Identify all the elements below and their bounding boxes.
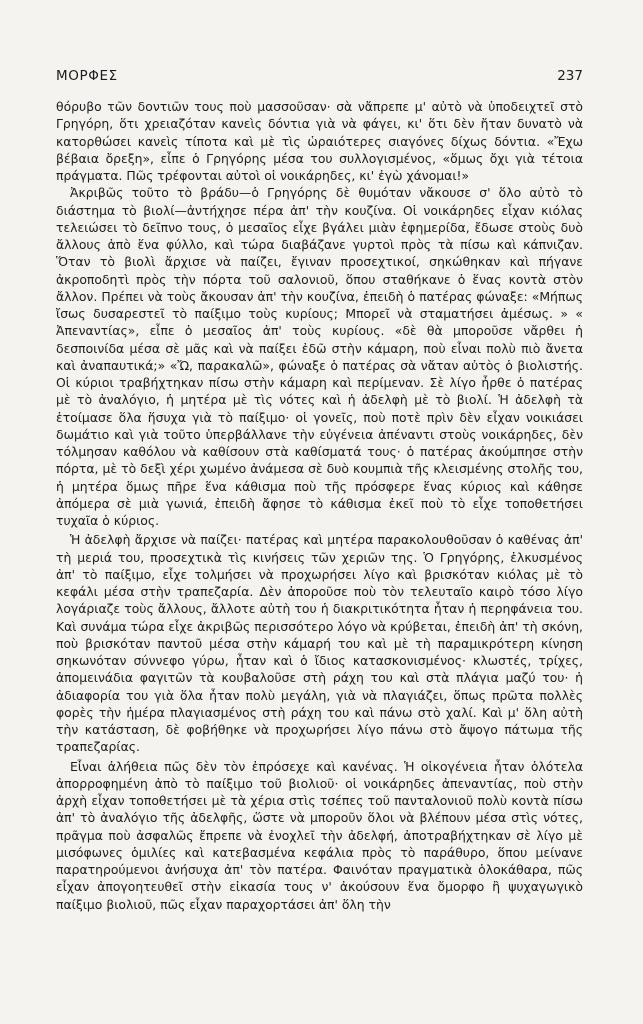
- paragraph: Ἀκριβῶς τοῦτο τὸ βράδυ—ὁ Γρηγόρης δὲ θυμόταν νἄκουσε σ' ὅλο αὐτὸ τὸ διάστημα τὸ βιολί—ἀντήχησε πέρα ἀπ' τὴν κουζίνα. Οἱ νοικάρηδες εἶχαν κιόλας τελειώσει τὸ δεῖπνο τους, ὁ μεσαῖος εἶχε βγάλει μιὰν ἐφημερίδα, ἔδωσε στοὺς δυὸ ἄλλους ἀπὸ ἕνα φύλλο, καὶ τώρα διαβάζανε γυρτοὶ πρὸς τὰ πίσω καὶ κάπνιζαν. Ὅταν τὸ βιολὶ ἄρχισε νὰ παίζει, ἔγιναν προσεχτικοί, σηκώθηκαν καὶ πήγανε ἀκροποδητὶ πρὸς τὴν πόρτα τοῦ σαλονιοῦ, ὅπου σταθήκανε ὁ ἕνας κοντὰ στὸν ἄλλον. Πρέπει νὰ τοὺς ἄκουσαν ἀπ' τὴν κουζίνα, ἐπειδὴ ὁ πατέρας φώναξε: «Μήπως ἴσως δυσαρεστεῖ τὸ παίξιμο τοὺς κυρίους; Μπορεῖ νὰ σταματήσει ἀμέσως. » « Ἀπεναντίας», εἶπε ὁ μεσαῖος ἀπ' τοὺς κυρίους. «δὲ θὰ μποροῦσε νἄρθει ἡ δεσποινίδα μέσα σὲ μᾶς καὶ νὰ παίξει ἐδῶ στὴν κάμαρη, ποὺ εἶναι πολὺ πιὸ ἄνετα καὶ ἀναπαυτικά;» «Ὤ, παρακαλῶ», φώναξε ὁ πατέρας σὰ νἄταν αὐτὸς ὁ βιολιστής. Οἱ κύριοι τραβήχτηκαν πίσω στὴν κάμαρη καὶ περίμεναν. Σὲ λίγο ἦρθε ὁ πατέρας μὲ τὸ ἀναλόγιο, ἡ μητέρα μὲ τὶς νότες καὶ ἡ ἀδελφὴ μὲ τὸ βιολί. Ἡ ἀδελφὴ τὰ ἑτοίμασε ὅλα ἥσυχα γιὰ τὸ παίξιμο· οἱ γονεῖς, ποὺ ποτὲ πρὶν δὲν εἶχαν νοικιάσει δωμάτιο καὶ γιὰ τοῦτο ὑπερβάλλανε τὴν εὐγένεια ἀπέναντι στοὺς νοικάρηδες, δὲν τόλμησαν καθόλου νὰ καθίσουν στὰ καθίσματά τους· ὁ πατέρας ἀκούμπησε στὴν πόρτα, μὲ τὸ δεξὶ χέρι χωμένο ἀνάμεσα σὲ δυὸ κουμπιὰ τῆς κλεισμένης στολῆς του, ἡ μητέρα ὅμως πῆρε ἕνα κάθισμα ποὺ τῆς πρόσφερε ἕνας κύριος καὶ κάθησε ἀπόμερα σὲ μιὰ γωνιά, ἐπειδὴ ἄφησε τὸ κάθισμα ἐκεῖ ποὺ τὸ εἶχε τοποθετήσει τυχαῖα ὁ κύριος.: [56, 185, 583, 528]
- body-text: [56, 98, 583, 913]
- page-header: [56, 68, 583, 84]
- page-number: 237: [557, 68, 583, 84]
- paragraph: θόρυβο τῶν δοντιῶν τους ποὺ μασσοῦσαν· σὰ νἄπρεπε μ' αὐτὸ νὰ ὑποδειχτεῖ στὸ Γρηγόρη, ὅτι χρειαζόταν κανεὶς δόντια γιὰ νὰ φάγει, κι' ὅτι δὲν ἤταν δυνατὸ νὰ κατορθώσει κανεὶς τίποτα καὶ μὲ τὶς ὡραιότερες σιαγόνες δίχως δόντια. «Ἔχω βέβαια ὄρεξη», εἶπε ὁ Γρηγόρης μέσα του συλλογισμένος, «ὅμως ὄχι γιὰ τέτοια πράγματα. Πῶς τρέφονται αὐτοὶ οἱ νοικάρηδες, κι' ἐγὼ χάνομαι!»: [56, 99, 583, 183]
- paragraph: Ἡ ἀδελφὴ ἄρχισε νὰ παίζει· πατέρας καὶ μητέρα παρακολουθοῦσαν ὁ καθένας ἀπ' τὴ μεριά του, προσεχτικὰ τὶς κινήσεις τῶν χεριῶν της. Ὁ Γρηγόρης, ἑλκυσμένος ἀπ' τὸ παίξιμο, εἶχε τολμήσει νὰ προχωρήσει λίγο καὶ βρισκόταν κιόλας μὲ τὸ κεφάλι μέσα στὴν τραπεζαρία. Δὲν ἀποροῦσε ποὺ τὸν τελευταῖο καιρὸ τόσο λίγο λογάριαζε τοὺς ἄλλους, ἄλλοτε αὐτὴ του ἡ διακριτικότητα ἦταν ἡ περηφάνεια του. Καὶ συνάμα τώρα εἶχε ἀκριβῶς περισσότερο λόγο νὰ κρύβεται, ἐπειδὴ ἀπ' τὴ σκόνη, ποὺ βρισκόταν παντοῦ μέσα στὴν κάμαρή του καὶ μὲ τὴ παραμικρότερη κίνηση σηκωνόταν σύννεφο γύρω, ἦταν καὶ ὁ ἴδιος κατασκονισμένος· κλωστές, τρίχες, ἀπομεινάδια φαγιτῶν τὰ κουβαλοῦσε στὴ ράχη του καὶ στὰ πλάγια μαζύ του· ἡ ἀδιαφορία του γιὰ ὅλα ἦταν πολὺ μεγάλη, γιὰ νὰ πλαγιάζει, ὅπως πρῶτα πολλὲς φορὲς τὴν ἡμέρα πλαγιασμένος στὴ ράχη του καὶ πάνω στὸ χαλί. Καὶ μ' ὅλη αὐτὴ τὴν κατάσταση, δὲ φοβήθηκε νὰ προχωρήσει λίγο πάνω στὸ ἄψογο πάτωμα τῆς τραπεζαρίας.: [56, 532, 583, 755]
- running-title: ΜΟΡΦΕΣ: [56, 68, 118, 84]
- paragraph: Εἶναι ἀλήθεια πῶς δὲν τὸν ἐπρόσεχε καὶ κανένας. Ἡ οἰκογένεια ἦταν ὁλότελα ἀπορροφημένη ἀπὸ τὸ παίξιμο τοῦ βιολιοῦ· οἱ νοικάρηδες ἀπεναντίας, ποὺ στὴν ἀρχὴ εἶχαν τοποθετήσει μὲ τὰ χέρια στὶς τσέπες τοῦ πανταλονιοῦ πολὺ κοντὰ πίσω ἀπ' τὸ ἀναλόγιο τῆς ἀδελφῆς, ὥστε νὰ μποροῦν ὅλοι νὰ βλέπουν μέσα στὶς νότες, πρᾶγμα ποὺ ἀσφαλῶς ἔπρεπε νὰ ἐνοχλεῖ τὴν ἀδελφή, ἀποτραβήχτηκαν σὲ λίγο μὲ μισόφωνες ὁμιλίες καὶ κατεβασμένα κεφάλια πρὸς τὸ παράθυρο, ὅπου μείνανε παρατηρούμενοι ἀνήσυχα ἀπ' τὸν πατέρα. Φαινόταν πραγματικὰ ὁλοκάθαρα, πῶς εἶχαν ἀπογοητευθεῖ στὴν εἰκασία τους ν' ἀκούσουν ἕνα ὄμορφο ἢ ψυχαγωγικὸ παίξιμο βιολιοῦ, πῶς εἶχαν παραχορτάσει ἀπ' ὅλη τὴν: [56, 758, 583, 912]
